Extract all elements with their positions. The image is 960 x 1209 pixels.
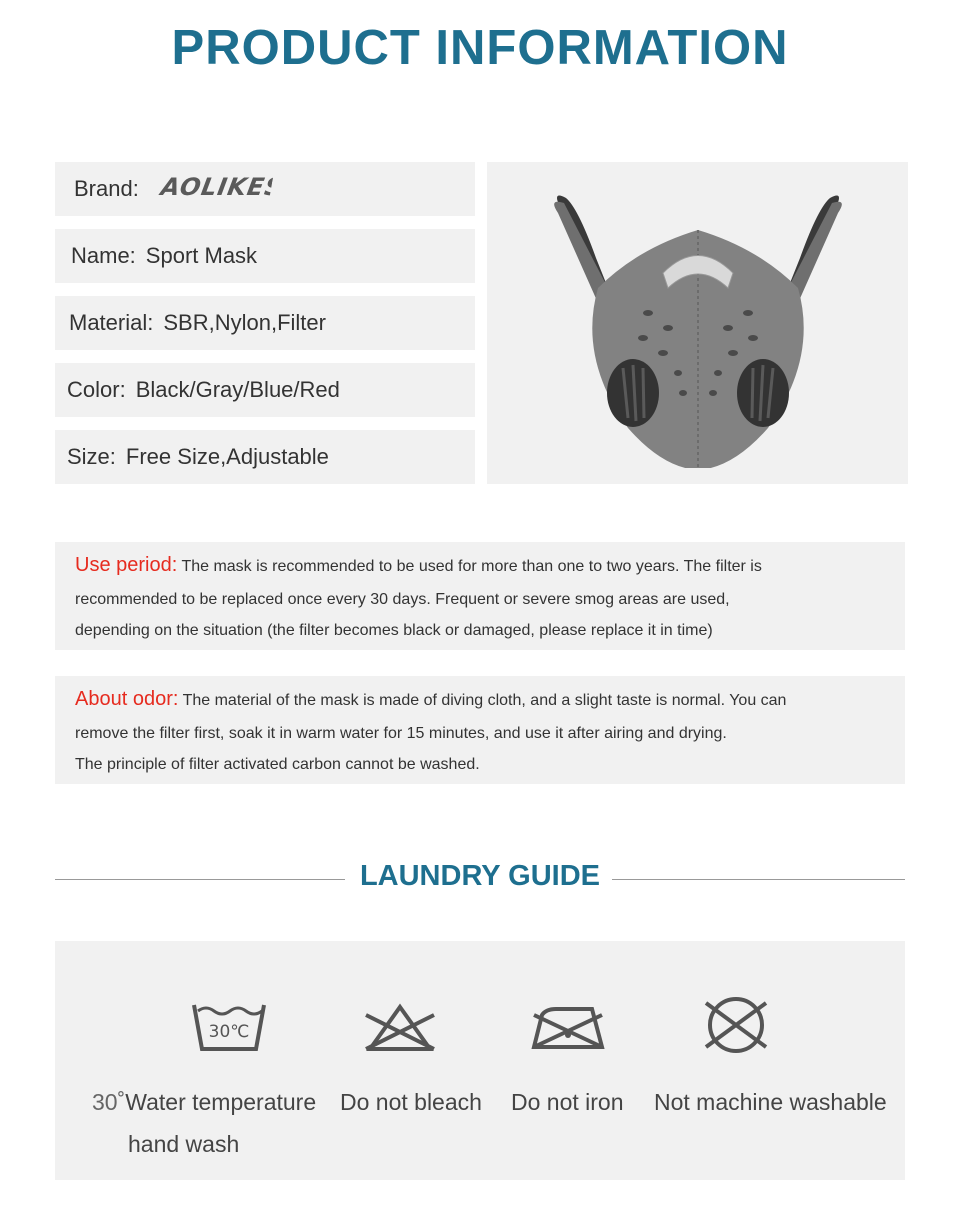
note-heading: Use period: (75, 554, 178, 576)
spec-value: Black/Gray/Blue/Red (135, 377, 340, 402)
laundry-guide-title: LAUNDRY GUIDE (359, 860, 601, 892)
hand-wash-30-icon (192, 1001, 266, 1058)
use-period-note (55, 542, 905, 650)
spec-value: SBR,Nylon,Filter (163, 310, 326, 335)
note-line: recommended to be replaced once every 30 days. Frequent or severe smog areas are used, (75, 591, 730, 608)
spec-row-material (55, 296, 475, 350)
spec-label: Brand: (74, 176, 139, 201)
brand-logo (156, 171, 274, 207)
spec-label: Name: (71, 243, 136, 268)
laundry-label-hand-wash (92, 1089, 316, 1116)
laundry-label: Water temperature (125, 1089, 317, 1115)
no-iron-icon (528, 1001, 606, 1058)
spec-label: Material: (69, 310, 154, 335)
svg-text:AOLIKES: AOLIKES (158, 173, 275, 201)
laundry-label-no-machine-wash: Not machine washable (654, 1089, 887, 1115)
spec-row-color (55, 363, 475, 417)
spec-label: Size: (67, 444, 116, 469)
spec-label: Color: (67, 377, 126, 402)
note-line: The material of the mask is made of diving cloth, and a slight taste is normal. You can (182, 692, 787, 709)
note-line: depending on the situation (the filter becomes black or damaged, please replace it in time) (75, 622, 713, 639)
laundry-prefix: 30˚ (92, 1089, 126, 1115)
no-bleach-icon (362, 1003, 438, 1058)
product-image (487, 162, 908, 484)
note-line: The principle of filter activated carbon cannot be washed. (75, 756, 480, 773)
laundry-label-no-bleach: Do not bleach (340, 1089, 482, 1115)
note-line: The mask is recommended to be used for more than one to two years. The filter is (181, 558, 762, 575)
about-odor-note (55, 676, 905, 784)
laundry-label-no-iron: Do not iron (511, 1089, 624, 1115)
spec-value: Sport Mask (145, 243, 258, 268)
sport-mask-illustration (518, 178, 878, 468)
page-title: PRODUCT INFORMATION (171, 21, 789, 75)
laundry-guide-panel (55, 941, 905, 1180)
brand-logo-icon (157, 171, 274, 201)
svg-text:30℃: 30℃ (208, 1022, 250, 1042)
note-heading: About odor: (75, 688, 179, 710)
laundry-label-hand-wash-line2: hand wash (128, 1131, 240, 1157)
note-line: remove the filter first, soak it in warm water for 15 minutes, and use it after airing and drying. (75, 725, 727, 742)
spec-value: Free Size,Adjustable (125, 444, 329, 469)
spec-row-size (55, 430, 475, 484)
no-machine-wash-icon (702, 995, 770, 1060)
spec-row-brand (55, 162, 475, 216)
spec-row-name (55, 229, 475, 283)
